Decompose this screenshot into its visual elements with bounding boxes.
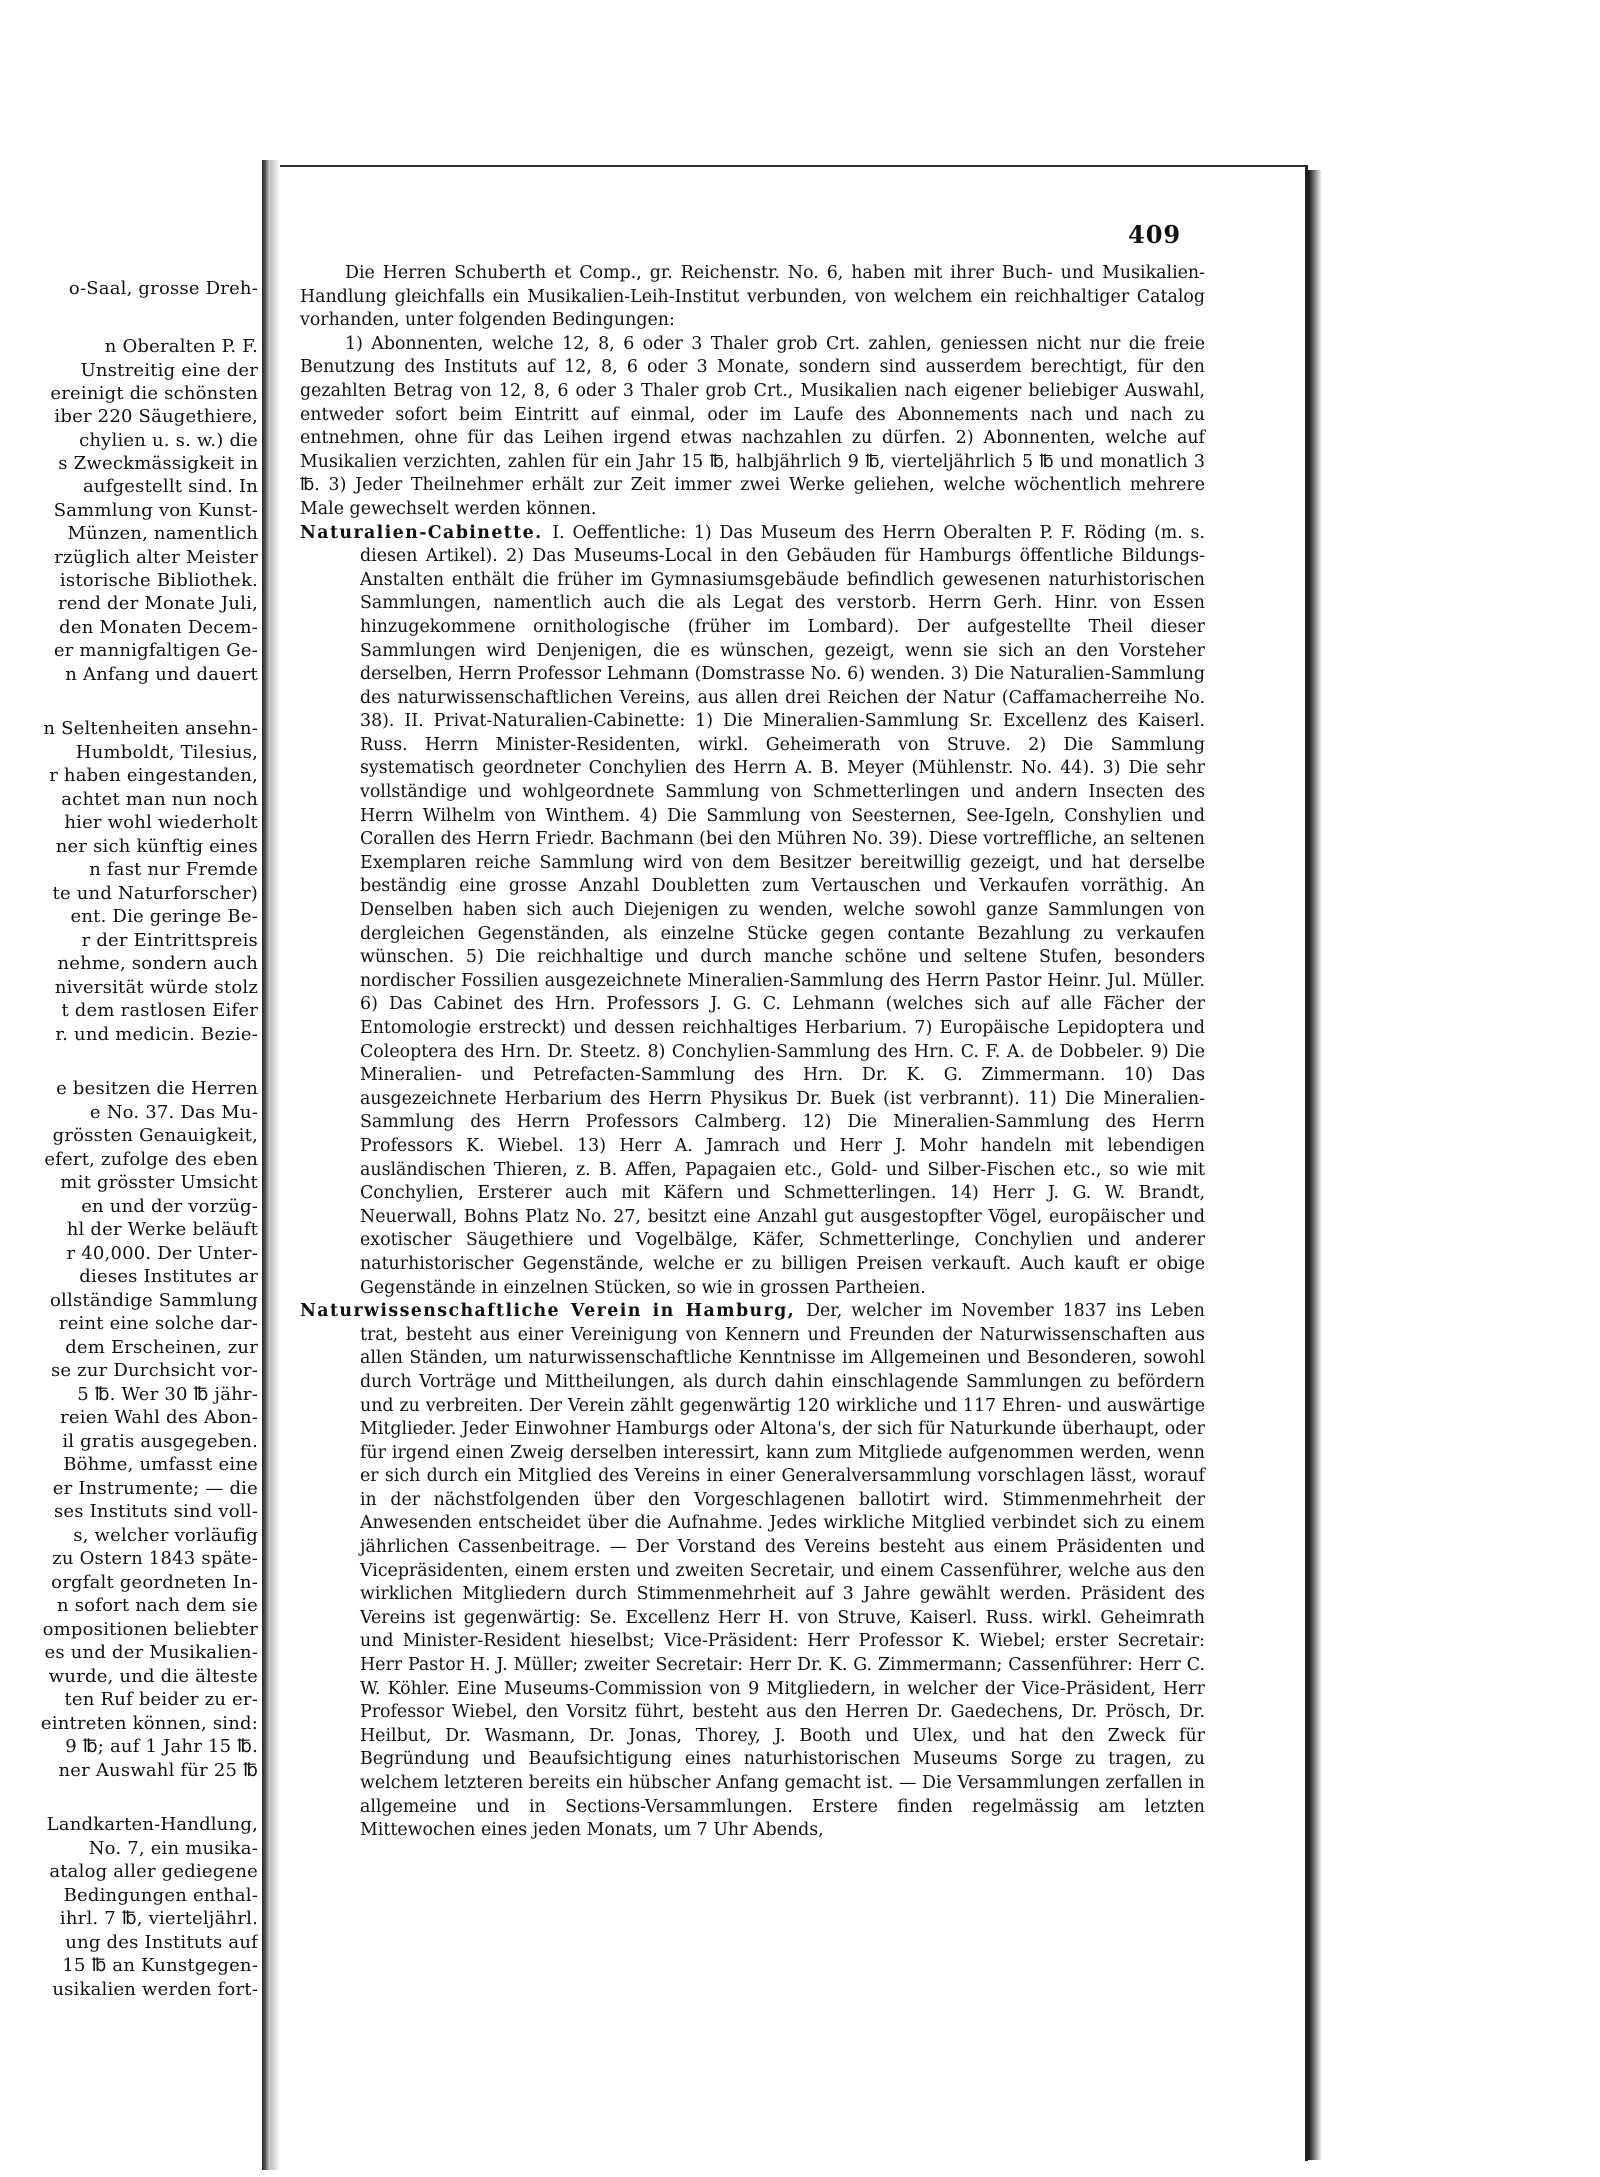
left-page-line: ereinigt die schönsten bbox=[50, 383, 258, 404]
left-page-line: ses Instituts sind voll- bbox=[53, 1501, 258, 1522]
book-gutter bbox=[262, 160, 270, 2170]
left-page-line: r haben eingestanden, bbox=[49, 765, 258, 786]
left-page-line: Münzen, namentlich bbox=[67, 523, 258, 544]
left-page-line: n Oberalten P. F. bbox=[104, 336, 258, 357]
left-page-line: achtet man nun noch bbox=[61, 789, 258, 810]
left-page-line: Unstreitig eine der bbox=[80, 360, 258, 381]
left-page-line: er Instrumente; — die bbox=[52, 1478, 258, 1499]
book-gutter-shadow bbox=[270, 160, 280, 2170]
entry-naturalien-cabinette bbox=[300, 522, 1205, 1301]
left-page-line: r der Eintrittspreis bbox=[81, 930, 258, 951]
left-page-line: dem Erscheinen, zur bbox=[65, 1337, 258, 1358]
left-page-line: ompositionen beliebter bbox=[42, 1619, 258, 1640]
left-page-line: n fast nur Fremde bbox=[89, 859, 258, 880]
left-page-line: orgfalt geordneten In- bbox=[51, 1572, 258, 1593]
left-page-line: No. 7, ein musika- bbox=[88, 1838, 258, 1859]
entry-text: I. Oeffentliche: 1) Das Museum des Herrn Oberalten P. F. Röding (m. s. diesen Artikel). 2) Das Museums-Local in den Gebäuden für Hamburgs öffentliche Bildungs-Anstalten enthält die früher im Gymnasiumsgebäude befindlich gewesenen naturhistorischen Sammlungen, namentlich auch die als Legat des verstorb. Herrn Gerh. Hinr. von Essen hinzugekommene ornithologische (früher im Lombard). Der aufgestellte Theil dieser Sammlungen wird Denjenigen, die es wünschen, gezeigt, wenn sie sich an den Vorsteher derselben, Herrn Professor Lehmann (Domstrasse No. 6) wenden. 3) Die Naturalien-Sammlung des naturwissenschaftlichen Vereins, aus allen drei Reichen der Natur (Caffamacherreihe No. 38). II. Privat-Naturalien-Cabinette: 1) Die Mineralien-Sammlung Sr. Excellenz des Kaiserl. Russ. Herrn Minister-Residenten, wirkl. Geheimerath von Struve. 2) Die Sammlung systematisch geordneter Conchylien des Herrn A. B. Meyer (Mühlenstr. No. 44). 3) Die sehr vollständige und wohlgeordnete Sammlung von Schmetterlingen und andern Insecten des Herrn Wilhelm von Winthem. 4) Die Sammlung von Seesternen, See-Igeln, Conshylien und Corallen des Herrn Friedr. Bachmann (bei den Mühren No. 39). Diese vortreffliche, an seltenen Exemplaren reiche Sammlung wird von dem Besitzer bereitwillig gezeigt, und hat derselbe beständig eine grosse Anzahl Doubletten zum Vertauschen und Verkaufen vorräthig. An Denselben haben sich auch Diejenigen zu wenden, welche sowohl ganze Sammlungen von dergleichen Gegenständen, als einzelne Stücke gegen contante Bezahlung zu verkaufen wünschen. 5) Die reichhaltige und durch manche schöne und seltene Stufen, besonders nordischer Fossilien ausgezeichnete Mineralien-Sammlung des Herrn Pastor Heinr. Jul. Müller. 6) Das Cabinet des Hrn. Professors J. G. C. Lehmann (welches sich auf alle Fächer der Entomologie erstreckt) und dessen reichhaltiges Herbarium. 7) Europäische Lepidoptera und Coleoptera des Hrn. Dr. Steetz. 8) Conchylien-Sammlung des Hrn. C. F. A. de Dobbeler. 9) Die Mineralien- und Petrefacten-Sammlung des Hrn. Dr. K. G. Zimmermann. 10) Das ausgezeichnete Herbarium des Herrn Physikus Dr. Buek (ist verbrannt). 11) Die Mineralien-Sammlung des Herrn Professors Calmberg. 12) Die Mineralien-Sammlung des Herrn Professors K. Wiebel. 13) Herr A. Jamrach und Herr J. Mohr handeln mit lebendigen ausländischen Thieren, z. B. Affen, Papagaien etc., Gold- und Silber-Fischen etc., so wie mit Conchylien, Ersterer auch mit Käfern und Schmetterlingen. 14) Herr J. G. W. Brandt, Neuerwall, Bohns Platz No. 27, besitzt eine Anzahl gut ausgestopfter Vögel, europäischer und exotischer Säugethiere und Vogelbälge, Käfer, Schmetterlinge, Conchylien und anderer naturhistorischer Gegenstände, welche er zu billigen Preisen verkauft. Auch kauft er obige Gegenstände in einzelnen Stücken, so wie in grossen Partheien. bbox=[360, 522, 1205, 1298]
left-page-line: ner sich künftig eines bbox=[55, 836, 258, 857]
left-page-line: mit grösster Umsicht bbox=[60, 1172, 258, 1193]
left-page-line: s Zweckmässigkeit in bbox=[58, 453, 258, 474]
left-page-line: ner Auswahl für 25 ℔ bbox=[58, 1760, 258, 1781]
left-page-line: er mannigfaltigen Ge- bbox=[53, 640, 258, 661]
left-page-line: Landkarten-Handlung, bbox=[46, 1814, 258, 1835]
schuberth-paragraph: Die Herren Schuberth et Comp., gr. Reichenstr. No. 6, haben mit ihrer Buch- und Musikalien-Handlung gleichfalls ein Musikalien-Leih-Institut verbunden, von welchem ein reichhaltiger Catalog vorhanden, unter folgenden Bedingungen: bbox=[300, 263, 1205, 331]
left-page-line: efert, zufolge des eben bbox=[44, 1149, 258, 1170]
entry-heading: Naturalien-Cabinette. bbox=[300, 522, 553, 543]
left-page-line: en und der vorzüg- bbox=[81, 1196, 258, 1217]
left-page-line: e No. 37. Das Mu- bbox=[89, 1102, 258, 1123]
page-number: 409 bbox=[1128, 220, 1182, 249]
left-page-line: s, welcher vorläufig bbox=[73, 1525, 258, 1546]
left-page-line: den Monaten Decem- bbox=[59, 617, 258, 638]
left-page-line: ollständige Sammlung bbox=[50, 1290, 258, 1311]
left-page-line: n sofort nach dem sie bbox=[57, 1595, 258, 1616]
left-page-line: rzüglich alter Meister bbox=[54, 547, 258, 568]
left-page-line: iber 220 Säugethiere, bbox=[54, 406, 258, 427]
left-page-line: t dem rastlosen Eifer bbox=[61, 1000, 258, 1021]
entry-text: Der, welcher im November 1837 ins Leben trat, besteht aus einer Vereinigung von Kennern und Freunden der Naturwissenschaften aus allen Ständen, um naturwissenschaftliche Kenntnisse im Allgemeinen und Besonderen, sowohl durch Vorträge und Mittheilungen, als durch dahin einschlagende Sammlungen zu befördern und zu verbreiten. Der Verein zählt gegenwärtig 120 wirkliche und 117 Ehren- und auswärtige Mitglieder. Jeder Einwohner Hamburgs oder Altona's, der sich für Naturkunde überhaupt, oder für irgend einen Zweig derselben interessirt, kann zum Mitgliede aufgenommen werden, wenn er sich durch ein Mitglied des Vereins in einer Generalversammlung vorschlagen lässt, worauf in der nächstfolgenden über den Vorgeschlagenen ballotirt wird. Stimmenmehrheit der Anwesenden entscheidet über die Aufnahme. Jedes wirkliche Mitglied verbindet sich zu einem jährlichen Cassenbeitrage. — Der Vorstand des Vereins besteht aus einem Präsidenten und Vicepräsidenten, einem ersten und zweiten Secretair, und einem Cassenführer, welche aus den wirklichen Mitgliedern durch Stimmenmehrheit auf 3 Jahre gewählt werden. Präsident des Vereins ist gegenwärtig: Se. Excellenz Herr H. von Struve, Kaiserl. Russ. wirkl. Geheimrath und Minister-Resident hieselbst; Vice-Präsident: Herr Professor K. Wiebel; erster Secretair: Herr Pastor H. J. Müller; zweiter Secretair: Herr Dr. K. G. Zimmermann; Cassenführer: Herr C. W. Köhler. Eine Museums-Commission von 9 Mitgliedern, in welcher der Vice-Präsident, Herr Professor Wiebel, den Vorsitz führt, besteht aus den Herren Dr. Gaedechens, Dr. Prösch, Dr. Heilbut, Dr. Wasmann, Dr. Jonas, Thorey, J. Booth und Ulex, und hat den Zweck für Begründung und Beaufsichtigung eines naturhistorischen Museums Sorge zu tragen, zu welchem letzteren bereits ein hübscher Anfang gemacht ist. — Die Versammlungen zerfallen in allgemeine und in Sections-Versammlungen. Erstere finden regelmässig am letzten Mittewochen eines jeden Monats, um 7 Uhr Abends, bbox=[360, 1301, 1205, 1841]
left-page-line: r. und medicin. Bezie- bbox=[55, 1024, 258, 1045]
left-page-fragment bbox=[0, 190, 258, 2170]
entry-naturwissenschaftliche-verein bbox=[300, 1300, 1205, 1843]
left-page-line: dieses Institutes ar bbox=[79, 1266, 258, 1287]
subscription-conditions: 1) Abonnenten, welche 12, 8, 6 oder 3 Thaler grob Crt. zahlen, geniessen nicht nur die freie Benutzung des Instituts auf 12, 8, 6 oder 3 Monate, sondern sind ausserdem berechtigt, für den gezahlten Betrag von 12, 8, 6 oder 3 Thaler grob Crt., Musikalien nach eigener beliebiger Auswahl, entweder sofort beim Eintritt auf einmal, oder im Laufe des Abonnements nach und nach zu entnehmen, ohne für das Leihen irgend etwas nachzahlen zu dürfen. 2) Abonnenten, welche auf Musikalien verzichten, zahlen für ein Jahr 15 ℔, halbjährlich 9 ℔, vierteljährlich 5 ℔ und monatlich 3 ℔. 3) Jeder Theilnehmer erhält zur Zeit immer zwei Werke geliehen, welche wöchentlich mehrere Male gewechselt werden können. bbox=[300, 333, 1205, 519]
left-page-line: e besitzen die Herren bbox=[56, 1078, 258, 1099]
left-page-line: 15 ℔ an Kunstgegen- bbox=[62, 1955, 258, 1976]
left-page-line: wurde, und die älteste bbox=[48, 1666, 258, 1687]
left-page-line: 9 ℔; auf 1 Jahr 15 ℔. bbox=[65, 1736, 258, 1757]
left-page-line: n Seltenheiten ansehn- bbox=[43, 718, 258, 739]
left-page-line: nehme, sondern auch bbox=[57, 953, 258, 974]
left-page-line: hl der Werke beläuft bbox=[66, 1219, 258, 1240]
left-page-line: ent. Die geringe Be- bbox=[70, 906, 258, 927]
left-page-line: o-Saal, grosse Dreh- bbox=[68, 278, 258, 299]
left-page-line: usikalien werden fort- bbox=[52, 1979, 258, 2000]
entry-heading: Naturwissenschaftliche Verein in Hamburg, bbox=[300, 1301, 807, 1322]
left-page-line: se zur Durchsicht vor- bbox=[50, 1360, 258, 1381]
left-page-line: reint eine solche dar- bbox=[58, 1313, 258, 1334]
left-page-line: te und Naturforscher) bbox=[52, 883, 258, 904]
left-page-line: il gratis ausgegeben. bbox=[62, 1431, 258, 1452]
left-page-line: ihrl. 7 ℔, vierteljährl. bbox=[59, 1908, 258, 1929]
left-page-line: aufgestellt sind. In bbox=[82, 476, 258, 497]
left-page-line: rend der Monate Juli, bbox=[57, 593, 258, 614]
left-page-line: atalog aller gediegene bbox=[49, 1861, 258, 1882]
left-page-line: r 40,000. Der Unter- bbox=[66, 1243, 258, 1264]
left-page-line: es und der Musikalien- bbox=[44, 1642, 258, 1663]
left-page-line: chylien u. s. w.) die bbox=[79, 430, 258, 451]
left-page-line: istorische Bibliothek. bbox=[59, 570, 258, 591]
left-page-line: ten Ruf beider zu er- bbox=[64, 1689, 258, 1710]
left-page-line: Humboldt, Tilesius, bbox=[75, 742, 258, 763]
left-page-line: Böhme, umfasst eine bbox=[63, 1454, 258, 1475]
left-page-line: grössten Genauigkeit, bbox=[52, 1125, 258, 1146]
left-page-line: niversität würde stolz bbox=[54, 977, 258, 998]
left-page-line: 5 ℔. Wer 30 ℔ jähr- bbox=[77, 1384, 258, 1405]
left-page-line: Bedingungen enthal- bbox=[63, 1885, 258, 1906]
left-page-line: eintreten können, sind: bbox=[40, 1713, 258, 1734]
left-page-line: Sammlung von Kunst- bbox=[53, 500, 258, 521]
left-page-line: zu Ostern 1843 späte- bbox=[52, 1548, 258, 1569]
left-page-line: reien Wahl des Abon- bbox=[60, 1407, 258, 1428]
left-page-line: hier wohl wiederholt bbox=[64, 812, 258, 833]
left-page-line: ung des Instituts auf bbox=[65, 1932, 258, 1953]
left-page-line: n Anfang und dauert bbox=[65, 664, 258, 685]
page-edge bbox=[1308, 170, 1322, 2160]
page-body bbox=[300, 262, 1205, 1843]
